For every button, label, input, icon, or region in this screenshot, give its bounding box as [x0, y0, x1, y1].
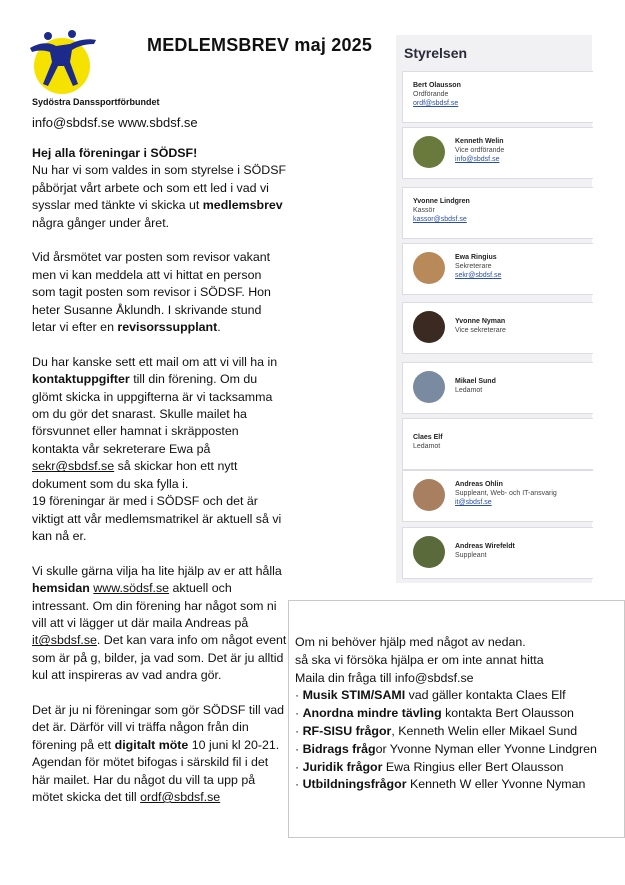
member-photo: [413, 479, 445, 511]
member-info: [413, 197, 470, 224]
member-info: [413, 81, 461, 108]
help-intro: Om ni behöver hjälp med något av nedan.: [295, 635, 526, 649]
email-link[interactable]: it@sbdsf.se: [32, 633, 97, 648]
board-member-card: [402, 527, 593, 579]
text: .: [217, 320, 221, 335]
text: Vid årsmötet var posten som revisor vakant men vi kan meddela att vi hittat en person som tagit posten som revisor i SÖDSF. Hon heter Susanne Åklundh. I skrivande stund letar vi efter en: [32, 250, 271, 335]
email-link[interactable]: ordf@sbdsf.se: [140, 789, 221, 804]
member-role: Ledamot: [455, 387, 483, 394]
member-role: Sekreterare: [455, 263, 492, 270]
bold-text: digitalt möte: [114, 737, 189, 752]
member-info: [455, 377, 496, 395]
member-email[interactable]: kassor@sbdsf.se: [413, 216, 467, 223]
help-topic: Bidrags fråg: [302, 741, 376, 756]
help-item: [295, 687, 597, 705]
text: Det är ju ni föreningar som gör SÖDSF till vad det är. Därför vill vi träffa någon från din förening på ett: [32, 702, 285, 752]
member-name: Andreas Ohlin: [455, 481, 503, 488]
member-role: Kassör: [413, 207, 435, 214]
board-member-card: [402, 418, 593, 470]
help-topic: Anordna mindre tävling: [302, 706, 442, 721]
member-name: Ewa Ringius: [455, 254, 497, 261]
member-info: [455, 542, 515, 560]
help-item: [295, 723, 597, 741]
bullet: ·: [295, 688, 303, 703]
member-role: Ledamot: [413, 443, 441, 450]
help-contact: Ewa Ringius eller Bert Olausson: [382, 759, 564, 774]
help-contact: kontakta Bert Olausson: [441, 706, 574, 721]
text: några gånger under året.: [32, 215, 170, 230]
board-panel: [396, 35, 592, 583]
greeting: Hej alla föreningar i SÖDSF!: [32, 146, 198, 160]
email-link[interactable]: sekr@sbdsf.se: [32, 459, 115, 474]
member-name: Yvonne Lindgren: [413, 198, 470, 205]
board-member-card: [402, 302, 593, 354]
help-item: [295, 705, 597, 723]
member-photo: [413, 311, 445, 343]
help-item: [295, 759, 597, 777]
bullet: ·: [295, 723, 303, 738]
page-title: MEDLEMSBREV maj 2025: [147, 35, 373, 55]
help-topic: Utbildningsfrågor: [302, 777, 407, 792]
member-info: [455, 137, 504, 164]
text: så skickar hon ett nytt dokument som du ska fylla i.: [32, 459, 238, 491]
bullet: ·: [295, 741, 303, 756]
bullet: ·: [295, 777, 303, 792]
member-role: Suppleant: [455, 552, 487, 559]
text: aktuell och intressant. Om din förening har något som ni vill att vi lägger ut där maila Andreas på: [32, 581, 277, 630]
member-name: Mikael Sund: [455, 378, 496, 385]
paragraph-intro: [32, 145, 288, 232]
paragraph-website: [32, 563, 288, 685]
text: Nu har vi som valdes in som styrelse i SÖDSF påbörjat vårt arbete och som ett led i vad vi sysslar med tänkte vi skicka ut: [32, 163, 287, 213]
letter-body: [32, 145, 288, 824]
member-info: [455, 317, 506, 335]
member-info: [455, 480, 557, 507]
member-role: Vice sekreterare: [455, 327, 506, 334]
website-link[interactable]: www.södsf.se: [93, 581, 170, 596]
help-contact: vad gäller kontakta Claes Elf: [405, 688, 566, 703]
text: Du har kanske sett ett mail om att vi vill ha in: [32, 354, 278, 369]
bold-text: revisorssupplant: [117, 320, 218, 335]
board-title: Styrelsen: [404, 45, 468, 61]
board-member-card: [402, 362, 593, 414]
help-topic: Musik STIM/SAMI: [302, 688, 406, 703]
member-info: [455, 253, 501, 280]
member-role: Suppleant, Web- och IT-ansvarig: [455, 490, 557, 497]
help-topic: Juridik frågor: [302, 759, 383, 774]
help-item: [295, 741, 597, 759]
member-name: Claes Elf: [413, 434, 443, 441]
text: till din förening. Om du glömt skicka in uppgifterna är vi tacksamma om du gör det snarast. Skulle mailet ha försvunnet eller hamnat i skräpposten kontakta vår sekreterare Ewa på: [32, 372, 273, 456]
org-name: Sydöstra Danssportförbundet: [32, 97, 160, 107]
member-info: [413, 433, 443, 451]
help-item: [295, 776, 597, 794]
member-photo: [413, 371, 445, 403]
board-member-card: [402, 470, 593, 522]
member-name: Kenneth Welin: [455, 138, 504, 145]
member-name: Andreas Wirefeldt: [455, 543, 515, 550]
board-member-card: [402, 187, 593, 239]
text: 19 föreningar är med i SÖDSF och det är viktigt att vår medlemsmatrikel är aktuell så vi kan nå er.: [32, 494, 282, 543]
bullet: ·: [295, 759, 303, 774]
member-photo: [413, 136, 445, 168]
member-email[interactable]: sekr@sbdsf.se: [455, 272, 502, 279]
help-topic: RF-SISU frågor: [302, 723, 392, 738]
help-contact: Kenneth W eller Yvonne Nyman: [406, 777, 586, 792]
help-contact: or Yvonne Nyman eller Yvonne Lindgren: [375, 741, 597, 756]
help-intro: så ska vi försöka hjälpa er om inte annat hitta: [295, 652, 544, 667]
bold-text: kontaktuppgifter: [32, 372, 130, 387]
board-member-card: [402, 127, 593, 179]
help-box: [288, 600, 625, 838]
paragraph-meeting: [32, 702, 288, 806]
bold-text: medlemsbrev: [202, 198, 283, 213]
logo-icon: [26, 28, 100, 96]
board-member-card: [402, 243, 593, 295]
bold-text: hemsidan: [32, 581, 90, 596]
contact-line: info@sbdsf.se www.sbdsf.se: [32, 115, 198, 130]
help-contact: , Kenneth Welin eller Mikael Sund: [391, 723, 578, 738]
member-email[interactable]: info@sbdsf.se: [455, 156, 500, 163]
text: . Det kan vara info om något event som är på g, bilder, ja vad som. Det är ju alltid kul att inspireras av vad andra gör.: [32, 633, 287, 683]
member-name: Bert Olausson: [413, 82, 461, 89]
member-name: Yvonne Nyman: [455, 318, 506, 325]
help-text: [295, 634, 597, 794]
board-member-card: [402, 71, 593, 123]
member-photo: [413, 252, 445, 284]
paragraph-revisor: [32, 249, 288, 336]
text: 10 juni kl 20-21. Agendan för mötet bifogas i särskild fil i det här mailet. Har du något du vill ta upp på mötet skicka det till: [32, 737, 280, 804]
text: Vi skulle gärna vilja ha lite hjälp av er att hålla: [32, 563, 282, 578]
member-email[interactable]: it@sbdsf.se: [455, 499, 492, 506]
member-email[interactable]: ordf@sbdsf.se: [413, 100, 459, 107]
member-role: Ordförande: [413, 91, 449, 98]
help-intro: Maila din fråga till info@sbdsf.se: [295, 670, 474, 685]
member-role: Vice ordförande: [455, 147, 505, 154]
bullet: ·: [295, 706, 303, 721]
paragraph-contacts: [32, 354, 288, 545]
member-photo: [413, 536, 445, 568]
